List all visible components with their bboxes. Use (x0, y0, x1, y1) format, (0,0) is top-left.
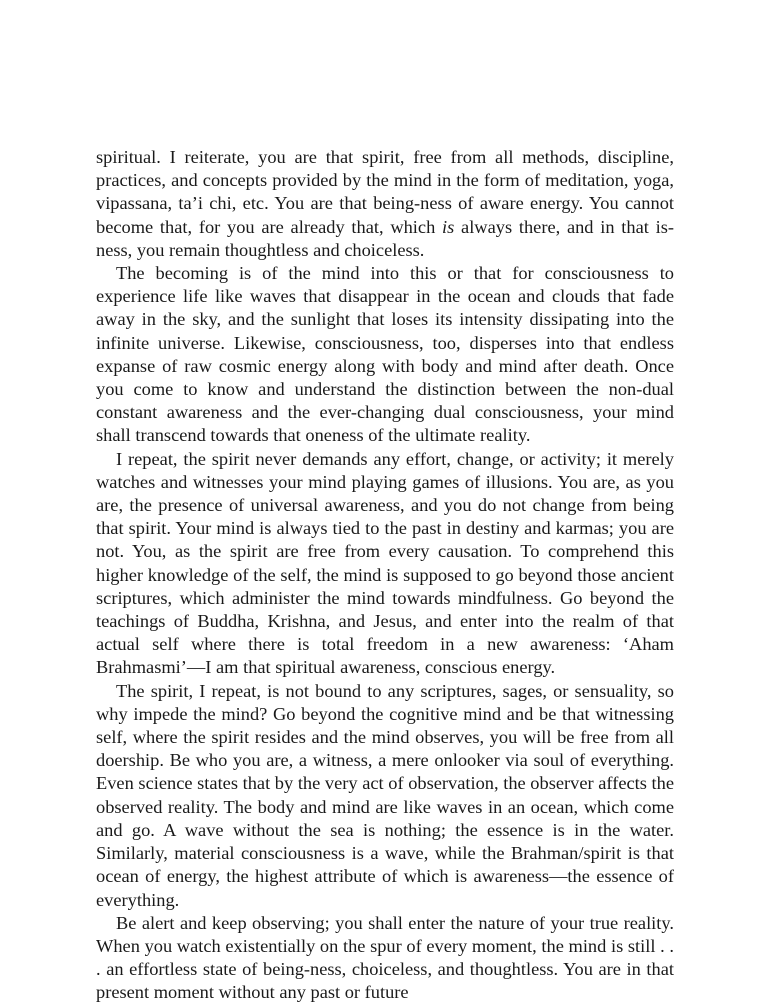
paragraph-5-text: Be alert and keep observing; you shall enter the nature of your true reality. When you watch existentially on the spur of every moment, the mind is still . . . an effortless state of being-ness, choiceless, and thoughtless. You are in that present moment without any past or future (96, 912, 674, 1003)
paragraph-5 (96, 912, 674, 1005)
paragraph-3-text: I repeat, the spirit never demands any effort, change, or activity; it merely watches and witnesses your mind playing games of illusions. You are, as you are, the presence of universal awareness, and you do not change from being that spirit. Your mind is always tied to the past in destiny and karmas; you are not. You, as the spirit are free from every causation. To comprehend this higher knowledge of the self, the mind is supposed to go beyond those ancient scriptures, which administer the mind towards mindfulness. Go beyond the teachings of Buddha, Krishna, and Jesus, and enter into the realm of that actual self where there is total freedom in a new awareness: ‘Aham Brahmasmi’—I am that spiritual awareness, conscious energy. (96, 448, 674, 678)
paragraph-4 (96, 680, 674, 912)
paragraph-3 (96, 448, 674, 680)
paragraph-2 (96, 262, 674, 448)
paragraph-1-emphasis: is (442, 216, 455, 237)
paragraph-2-text: The becoming is of the mind into this or that for consciousness to experience life like waves that disappear in the ocean and clouds that fade away in the sky, and the sunlight that loses its intensity dissipating into the infinite universe. Likewise, consciousness, too, disperses into that endless expanse of raw cosmic energy along with body and mind after death. Once you come to know and understand the distinction between the non-dual constant awareness and the ever-changing dual consciousness, your mind shall transcend towards that oneness of the ultimate reality. (96, 263, 674, 446)
paragraph-1-text-a: spiritual. I reiterate, you are that spirit, free from all methods, discipline, practices, and concepts provided by the mind in the form of meditation, yoga, vipassana, ta’i chi, etc. You are that being-ness of aware energy. You cannot become that, for you are already that, which (96, 147, 674, 237)
paragraph-4-text: The spirit, I repeat, is not bound to any scriptures, sages, or sensuality, so why impede the mind? Go beyond the cognitive mind and be that witnessing self, where the spirit resides and the mind observes, you will be free from all doership. Be who you are, a witness, a mere onlooker via soul of everything. Even science states that by the very act of observation, the observer affects the observed reality. The body and mind are like waves in an ocean, which come and go. A wave without the sea is nothing; the essence is in the water. Similarly, material consciousness is a wave, while the Brahman/spirit is that ocean of energy, the highest attribute of which is awareness—the essence of everything. (96, 680, 674, 910)
page-body (96, 146, 674, 1005)
paragraph-1 (96, 146, 674, 262)
paragraph-1-text-b: always there, and in that is-ness, you remain thoughtless and choiceless. (96, 216, 674, 260)
